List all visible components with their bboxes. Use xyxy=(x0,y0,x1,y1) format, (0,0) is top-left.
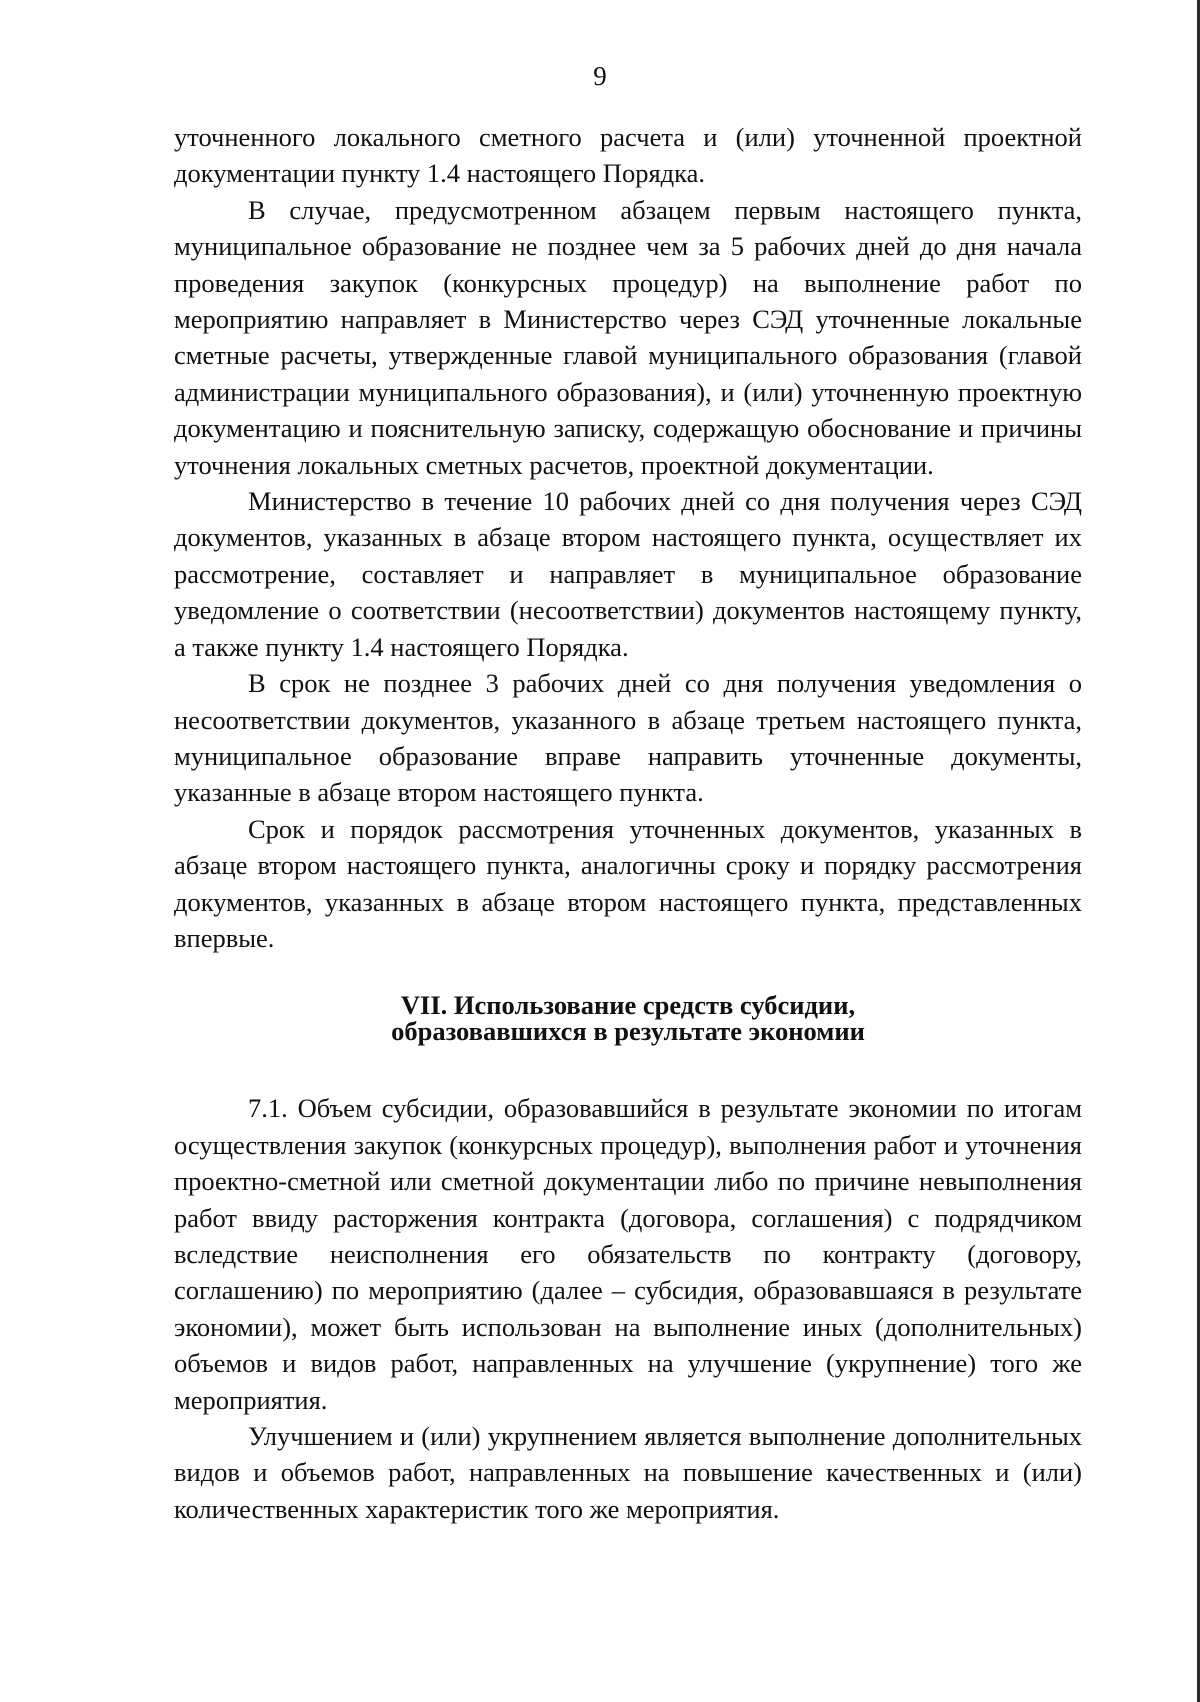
paragraph: Срок и порядок рассмотрения уточненных документов, указанных в абзаце втором настоящего пункта, аналогичны сроку и порядку рассмотрения документов, указанных в абзаце втором настоящего пункта, представленных впервые. xyxy=(174,813,1082,953)
paragraph: В срок не позднее 3 рабочих дней со дня получения уведомления о несоответствии документов, указанного в абзаце третьем настоящего пункта, муниципальное образование вправе направить уточненные документы, указанные в абзаце втором настоящего пункта. xyxy=(174,668,1082,808)
section-heading-line: VII. Использование средств субсидии, xyxy=(400,990,856,1021)
paragraph: уточненного локального сметного расчета и (или) уточненной проектной документации пункту 1.4 настоящего Порядка. xyxy=(174,122,1082,189)
paragraph: Улучшением и (или) укрупнением является выполнение дополнительных видов и объемов работ, направленных на повышение качественных и (или) количественных характеристик того же мероприятия. xyxy=(174,1421,1082,1524)
section-heading-line: образовавшихся в результате экономии xyxy=(391,1016,865,1047)
paragraph: В случае, предусмотренном абзацем первым настоящего пункта, муниципальное образование не позднее чем за 5 рабочих дней до дня начала проведения закупок (конкурсных процедур) на выполнение работ по мероприятию направляет в Министерство через СЭД уточненные локальные сметные расчеты, утвержденные главой муниципального образования (главой администрации муниципального образования), и (или) уточненную проектную документацию и пояснительную записку, содержащую обоснование и причины уточнения локальных сметных расчетов, проектной документации. xyxy=(174,194,1082,480)
page-number: 9 xyxy=(593,61,607,91)
paragraph: Министерство в течение 10 рабочих дней со дня получения через СЭД документов, указанных в абзаце втором настоящего пункта, осуществляет их рассмотрение, составляет и направляет в муниципальное образование уведомление о соответствии (несоответствии) документов настоящему пункту, а также пункту 1.4 настоящего Порядка. xyxy=(174,486,1082,662)
document-body xyxy=(174,119,1082,1527)
section-heading xyxy=(174,990,1082,1047)
paragraph: 7.1. Объем субсидии, образовавшийся в результате экономии по итогам осуществления закупок (конкурсных процедур), выполнения работ и уточнения проектно-сметной или сметной документации либо по причине невыполнения работ ввиду расторжения контракта (договора, соглашения) с подрядчиком вследствие неисполнения его обязательств по контракту (договору, соглашению) по мероприятию (далее – субсидия, образовавшаяся в результате экономии), может быть использован на выполнение иных (дополнительных) объемов и видов работ, направленных на улучшение (укрупнение) того же мероприятия. xyxy=(174,1093,1082,1415)
